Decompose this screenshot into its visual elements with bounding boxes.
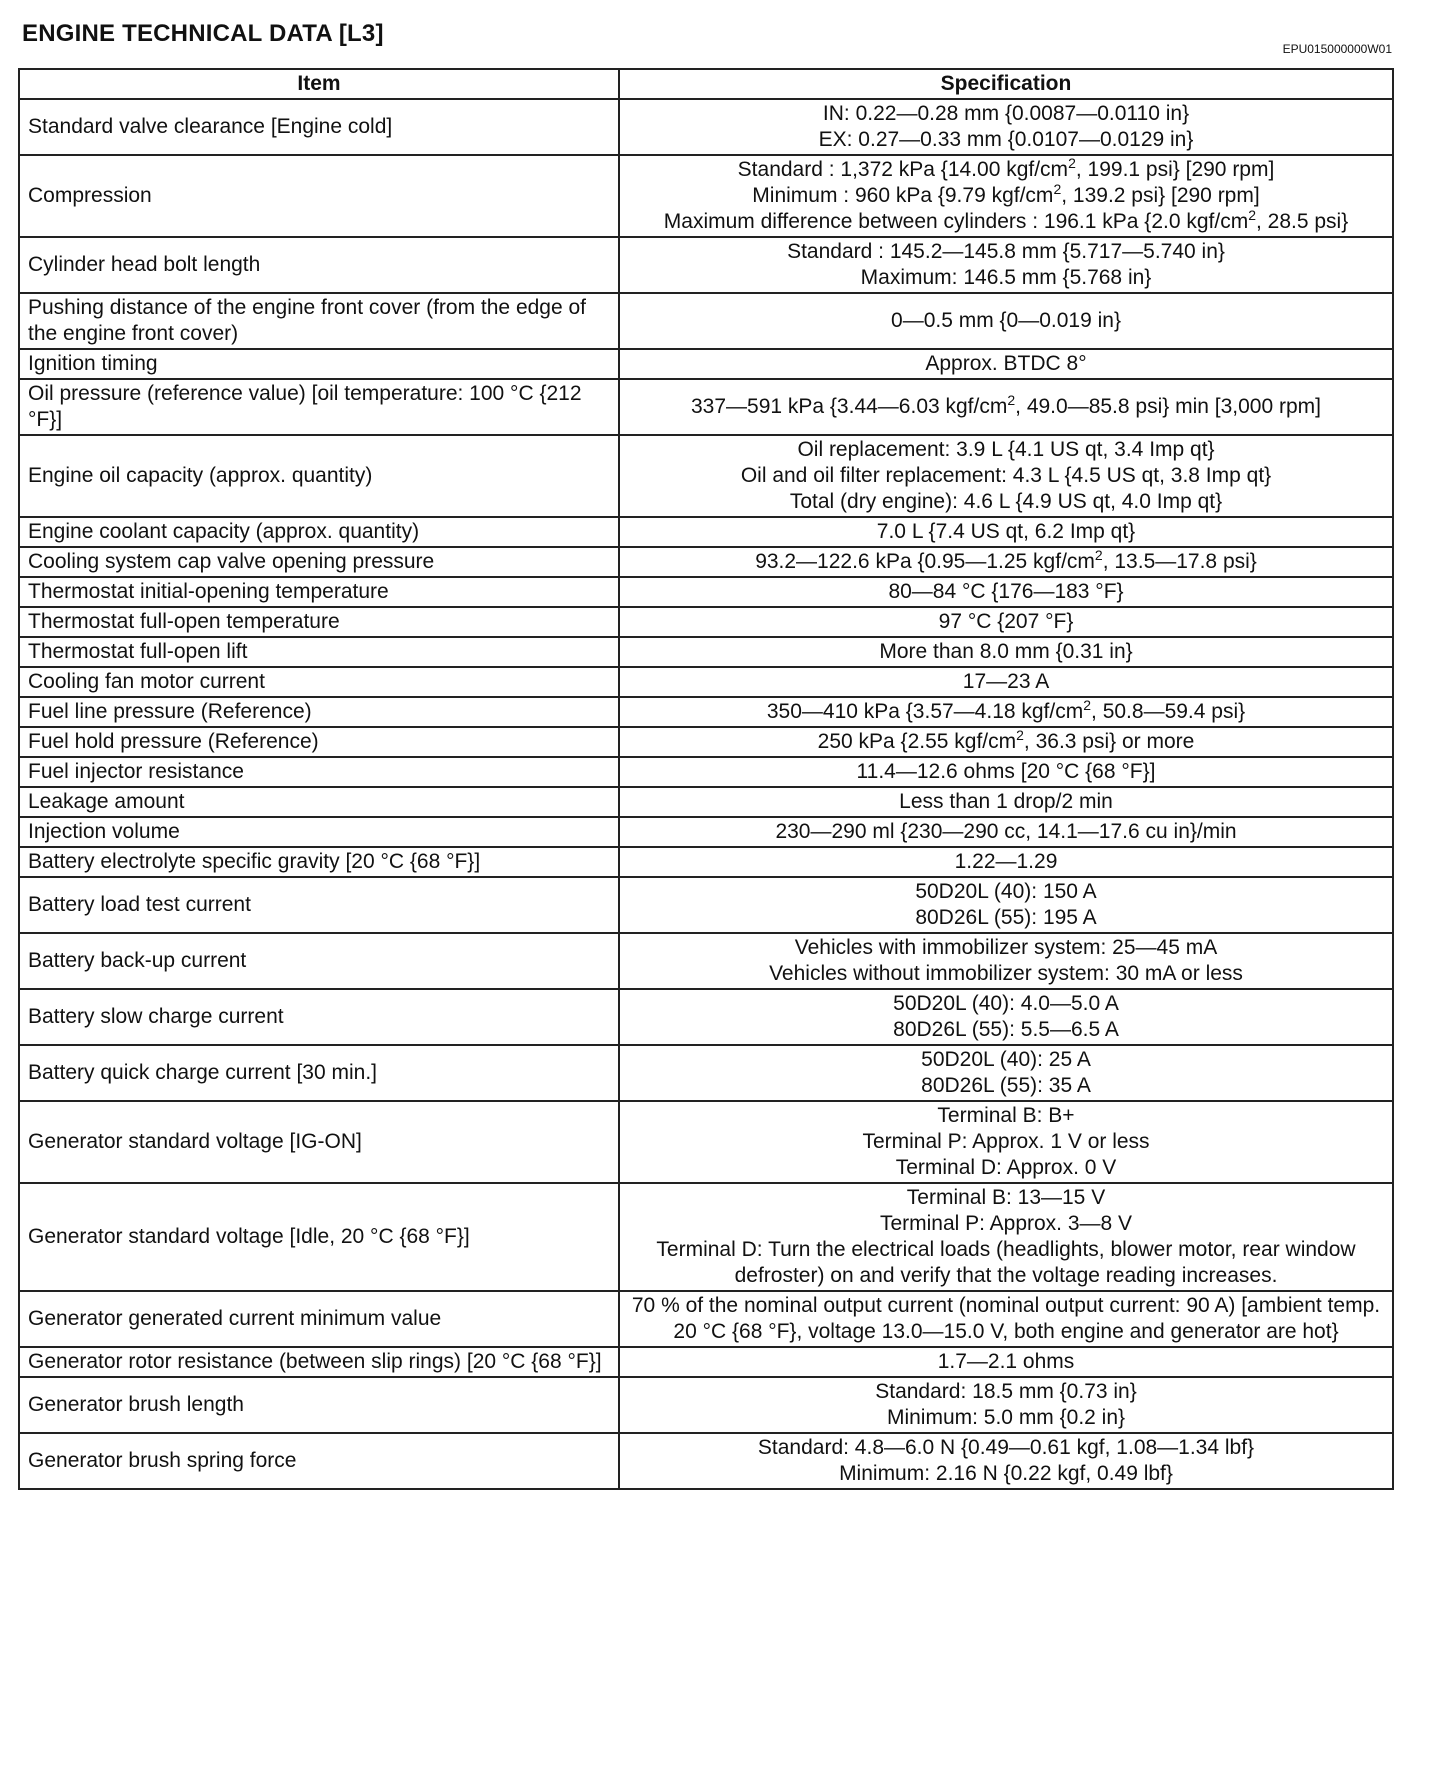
specification-line: 97 °C {207 °F} (938, 610, 1074, 633)
page-title: ENGINE TECHNICAL DATA [L3] (22, 20, 384, 47)
specification-line: Oil replacement: 3.9 L {4.1 US qt, 3.4 Imp qt} (797, 438, 1215, 461)
specification-cell (619, 727, 1393, 757)
specification-cell (619, 637, 1393, 667)
specification-cell (619, 1347, 1393, 1377)
specification-line: IN: 0.22—0.28 mm {0.0087—0.0110 in} (822, 102, 1190, 125)
specification-cell (619, 757, 1393, 787)
specification-line: 80—84 °C {176—183 °F} (888, 580, 1124, 603)
specification-cell (619, 99, 1393, 155)
specification-line: 350—410 kPa {3.57—4.18 kgf/$cm^2$, 50.8—59.4 psi} (766, 697, 1246, 723)
table-row (19, 1183, 1393, 1291)
specification-line: 17—23 A (962, 670, 1050, 693)
item-cell: Pushing distance of the engine front cover (from the edge of the engine front cover) (19, 293, 619, 349)
specification-line: More than 8.0 mm {0.31 in} (879, 640, 1133, 663)
specification-cell (619, 847, 1393, 877)
table-row (19, 1433, 1393, 1489)
specification-line: 230—290 ml {230—290 cc, 14.1—17.6 cu in}/min (775, 820, 1237, 843)
item-cell: Cooling system cap valve opening pressure (19, 547, 619, 577)
specification-line: Approx. BTDC 8° (925, 352, 1087, 375)
table-row (19, 1347, 1393, 1377)
table-row (19, 877, 1393, 933)
specification-line: Terminal P: Approx. 1 V or less (862, 1130, 1150, 1153)
table-row (19, 379, 1393, 435)
specification-cell (619, 787, 1393, 817)
specification-line: EX: 0.27—0.33 mm {0.0107—0.0129 in} (818, 128, 1194, 151)
table-row (19, 989, 1393, 1045)
item-cell: Generator standard voltage [IG-ON] (19, 1101, 619, 1183)
specification-line: Maximum difference between cylinders : 196.1 kPa {2.0 kgf/$cm^2$, 28.5 psi} (663, 207, 1349, 233)
specification-cell (619, 379, 1393, 435)
item-cell: Standard valve clearance [Engine cold] (19, 99, 619, 155)
specification-line: Standard : 145.2—145.8 mm {5.717—5.740 in} (787, 240, 1225, 263)
specification-line: 80D26L (55): 5.5—6.5 A (893, 1018, 1119, 1041)
table-row (19, 293, 1393, 349)
specification-cell (619, 1291, 1393, 1347)
specification-line: Minimum: 2.16 N {0.22 kgf, 0.49 lbf} (839, 1462, 1173, 1485)
specification-line: Vehicles with immobilizer system: 25—45 mA (794, 936, 1218, 959)
specification-line: Terminal D: Approx. 0 V (895, 1156, 1117, 1179)
specification-cell (619, 1045, 1393, 1101)
specification-line: Terminal P: Approx. 3—8 V (879, 1212, 1133, 1235)
item-cell: Fuel hold pressure (Reference) (19, 727, 619, 757)
item-cell: Engine coolant capacity (approx. quantity) (19, 517, 619, 547)
specification-line: Terminal D: Turn the electrical loads (headlights, blower motor, rear window defroster) on and verify that the voltage reading increases. (656, 1238, 1356, 1287)
table-row (19, 787, 1393, 817)
specification-cell (619, 1377, 1393, 1433)
specification-line: Vehicles without immobilizer system: 30 mA or less (769, 962, 1243, 985)
specification-line: 0—0.5 mm {0—0.019 in} (891, 309, 1121, 332)
specification-line: Standard: 4.8—6.0 N {0.49—0.61 kgf, 1.08—1.34 lbf} (757, 1436, 1255, 1459)
table-row (19, 1291, 1393, 1347)
item-cell: Battery quick charge current [30 min.] (19, 1045, 619, 1101)
spec-table (18, 68, 1394, 1490)
specification-line: 50D20L (40): 4.0—5.0 A (893, 992, 1119, 1015)
specification-line: 80D26L (55): 35 A (921, 1074, 1091, 1097)
table-row (19, 435, 1393, 517)
specification-line: Oil and oil filter replacement: 4.3 L {4.5 US qt, 3.8 Imp qt} (740, 464, 1272, 487)
table-row (19, 349, 1393, 379)
specification-cell (619, 577, 1393, 607)
item-cell: Generator brush spring force (19, 1433, 619, 1489)
table-row (19, 817, 1393, 847)
specification-line: 1.7—2.1 ohms (937, 1350, 1075, 1373)
specification-line: Terminal B: B+ (937, 1104, 1075, 1127)
specification-line: 50D20L (40): 25 A (921, 1048, 1091, 1071)
specification-line: Minimum: 5.0 mm {0.2 in} (886, 1406, 1126, 1429)
column-header-item: Item (19, 69, 619, 99)
table-row (19, 547, 1393, 577)
specification-cell (619, 517, 1393, 547)
table-row (19, 1377, 1393, 1433)
specification-line: Minimum : 960 kPa {9.79 kgf/$cm^2$, 139.2 psi} [290 rpm] (752, 181, 1260, 207)
column-header-specification: Specification (619, 69, 1393, 99)
specification-cell (619, 817, 1393, 847)
specification-cell (619, 293, 1393, 349)
specification-line: 50D20L (40): 150 A (915, 880, 1097, 903)
item-cell: Fuel line pressure (Reference) (19, 697, 619, 727)
table-header-row (19, 69, 1393, 99)
specification-line: 7.0 L {7.4 US qt, 6.2 Imp qt} (876, 520, 1136, 543)
item-cell: Battery slow charge current (19, 989, 619, 1045)
table-row (19, 155, 1393, 237)
specification-cell (619, 667, 1393, 697)
item-cell: Engine oil capacity (approx. quantity) (19, 435, 619, 517)
specification-cell (619, 697, 1393, 727)
specification-line: 250 kPa {2.55 kgf/$cm^2$, 36.3 psi} or more (817, 727, 1195, 753)
item-cell: Battery back-up current (19, 933, 619, 989)
specification-cell (619, 989, 1393, 1045)
table-row (19, 99, 1393, 155)
specification-cell (619, 155, 1393, 237)
item-cell: Generator standard voltage [Idle, 20 °C {68 °F}] (19, 1183, 619, 1291)
specification-cell (619, 349, 1393, 379)
specification-line: 70 % of the nominal output current (nominal output current: 90 A) [ambient temp. 20 °C {68 °F}, voltage 13.0—15.0 V, both engine and generator are hot} (631, 1294, 1381, 1343)
item-cell: Thermostat full-open temperature (19, 607, 619, 637)
specification-line: Maximum: 146.5 mm {5.768 in} (860, 266, 1152, 289)
item-cell: Ignition timing (19, 349, 619, 379)
table-row (19, 237, 1393, 293)
item-cell: Generator rotor resistance (between slip rings) [20 °C {68 °F}] (19, 1347, 619, 1377)
table-row (19, 667, 1393, 697)
table-row (19, 577, 1393, 607)
table-row (19, 517, 1393, 547)
specification-line: Standard : 1,372 kPa {14.00 kgf/$cm^2$, 199.1 psi} [290 rpm] (737, 155, 1275, 181)
specification-cell (619, 1101, 1393, 1183)
item-cell: Thermostat initial-opening temperature (19, 577, 619, 607)
item-cell: Oil pressure (reference value) [oil temperature: 100 °C {212 °F}] (19, 379, 619, 435)
specification-line: 11.4—12.6 ohms [20 °C {68 °F}] (856, 760, 1156, 783)
table-row (19, 847, 1393, 877)
table-row (19, 727, 1393, 757)
item-cell: Battery load test current (19, 877, 619, 933)
item-cell: Cylinder head bolt length (19, 237, 619, 293)
specification-line: Total (dry engine): 4.6 L {4.9 US qt, 4.0 Imp qt} (789, 490, 1223, 513)
specification-cell (619, 1433, 1393, 1489)
specification-line: 93.2—122.6 kPa {0.95—1.25 kgf/$cm^2$, 13.5—17.8 psi} (755, 547, 1257, 573)
specification-cell (619, 547, 1393, 577)
table-row (19, 607, 1393, 637)
specification-line: Less than 1 drop/2 min (899, 790, 1113, 813)
table-row (19, 1045, 1393, 1101)
table-row (19, 637, 1393, 667)
specification-line: 1.22—1.29 (954, 850, 1058, 873)
specification-line: Terminal B: 13—15 V (906, 1186, 1106, 1209)
item-cell: Generator brush length (19, 1377, 619, 1433)
table-row (19, 757, 1393, 787)
item-cell: Generator generated current minimum value (19, 1291, 619, 1347)
table-row (19, 697, 1393, 727)
table-row (19, 933, 1393, 989)
item-cell: Compression (19, 155, 619, 237)
specification-cell (619, 607, 1393, 637)
specification-line: Standard: 18.5 mm {0.73 in} (875, 1380, 1137, 1403)
specification-cell (619, 1183, 1393, 1291)
item-cell: Injection volume (19, 817, 619, 847)
specification-cell (619, 877, 1393, 933)
specification-cell (619, 435, 1393, 517)
table-row (19, 1101, 1393, 1183)
specification-cell (619, 237, 1393, 293)
item-cell: Leakage amount (19, 787, 619, 817)
item-cell: Battery electrolyte specific gravity [20 °C {68 °F}] (19, 847, 619, 877)
specification-cell (619, 933, 1393, 989)
specification-line: 337—591 kPa {3.44—6.03 kgf/$cm^2$, 49.0—85.8 psi} min [3,000 rpm] (690, 392, 1321, 418)
document-code: EPU015000000W01 (1282, 42, 1392, 56)
item-cell: Thermostat full-open lift (19, 637, 619, 667)
specification-line: 80D26L (55): 195 A (915, 906, 1097, 929)
item-cell: Fuel injector resistance (19, 757, 619, 787)
item-cell: Cooling fan motor current (19, 667, 619, 697)
